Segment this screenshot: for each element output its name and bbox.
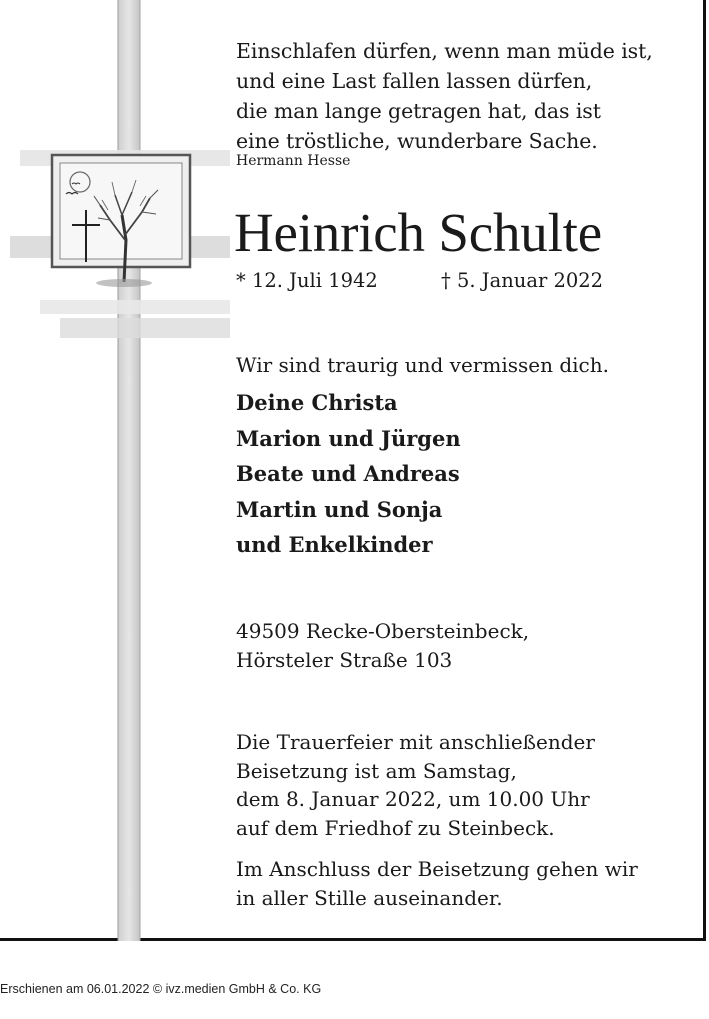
family-member: und Enkelkinder: [236, 532, 433, 557]
quote-line: Einschlafen dürfen, wenn man müde ist,: [236, 39, 653, 63]
family-member: Marion und Jürgen: [236, 425, 461, 451]
service-line: Beisetzung ist am Samstag,: [236, 758, 517, 783]
death-date: † 5. Januar 2022: [441, 269, 604, 292]
publication-footer: Erschienen am 06.01.2022 © ivz.medien GmbH & Co. KG: [0, 982, 322, 996]
quote-block: [236, 36, 653, 156]
mourning-line: Wir sind traurig und vermissen dich.: [236, 353, 609, 377]
closing-line: in aller Stille auseinander.: [236, 886, 503, 910]
family-member: Deine Christa: [236, 390, 398, 415]
quote-line: die man lange getragen hat, das ist: [236, 99, 601, 123]
closing-line: Im Anschluss der Beisetzung gehen wir: [236, 857, 638, 881]
cross-tree-illustration: [0, 0, 230, 941]
quote-author: Hermann Hesse: [236, 153, 351, 169]
address-block: [236, 617, 529, 675]
life-dates: [236, 269, 604, 292]
service-line: auf dem Friedhof zu Steinbeck.: [236, 815, 555, 840]
family-member: Martin und Sonja: [236, 496, 443, 522]
address-line: 49509 Recke-Obersteinbeck,: [236, 619, 530, 643]
deceased-name: Heinrich Schulte: [234, 202, 602, 263]
service-line: dem 8. Januar 2022, um 10.00 Uhr: [236, 787, 590, 811]
family-list: [236, 385, 461, 563]
address-line: Hörsteler Straße 103: [236, 648, 453, 672]
birth-date: * 12. Juli 1942: [236, 269, 378, 292]
closing-note: [236, 855, 638, 913]
family-member: Beate und Andreas: [236, 461, 460, 486]
service-info: [236, 728, 595, 842]
quote-line: und eine Last fallen lassen dürfen,: [236, 69, 593, 93]
service-line: Die Trauerfeier mit anschließender: [236, 730, 595, 754]
quote-line: eine tröstliche, wunderbare Sache.: [236, 129, 598, 153]
